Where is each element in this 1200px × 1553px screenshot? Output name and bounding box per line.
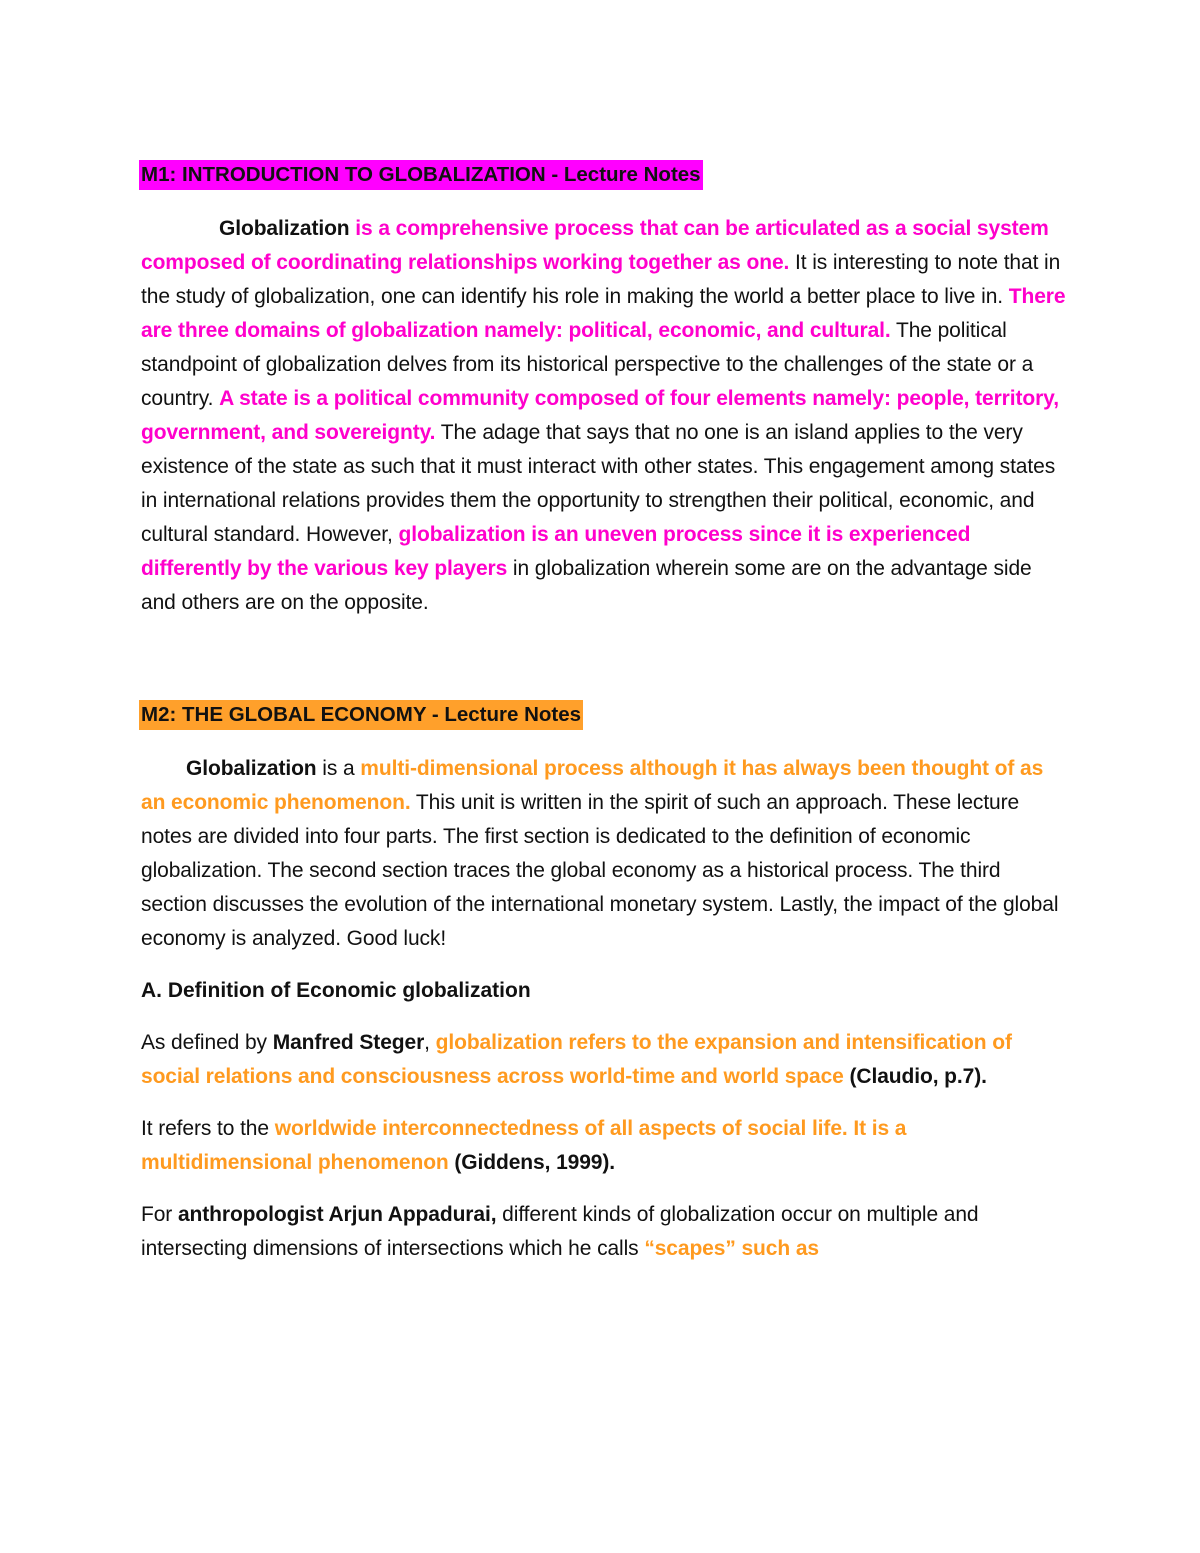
m2-text-2: This unit is written in the spirit of such an approach. These lecture notes are divided into four parts. The first section is dedicated to the definition of economic globalization. The second section traces the global economy as a historical process. The third section discusses the evolution of the international monetary system. Lastly, the impact of the global economy is analyzed. Good luck!: [141, 791, 1059, 950]
m1-highlight-definition: is a comprehensive process that can be articulated as a social system composed of coordinating relationships working together as one.: [141, 217, 1049, 274]
steger-text-2: ,: [424, 1031, 436, 1054]
paragraph-spacer: [141, 1008, 1066, 1026]
m1-highlight-state: A state is a political community composed of four elements namely: people, territory, government, and sovereignty.: [141, 387, 1059, 444]
m2-text-1: is a: [316, 757, 361, 780]
m2-intro-paragraph: [141, 752, 1066, 956]
document-page: [141, 160, 1066, 1266]
m1-paragraph: [141, 212, 1066, 620]
giddens-text-1: It refers to the: [141, 1117, 275, 1140]
paragraph-spacer: [141, 956, 1066, 974]
m2-heading: M2: THE GLOBAL ECONOMY - Lecture Notes: [139, 700, 583, 730]
m1-text-3: The adage that says that no one is an island applies to the very existence of the state as such that it must interact with other states. This engagement among states in international relations provides them the opportunity to strengthen their political, economic, and cultural standard. However,: [141, 421, 1056, 546]
steger-name: Manfred Steger: [272, 1031, 425, 1054]
appadurai-highlight: “scapes” such as: [644, 1237, 819, 1260]
giddens-paragraph: [141, 1112, 1066, 1180]
m2-highlight-multidimensional: multi-dimensional process although it has always been thought of as an economic phenomenon.: [141, 757, 1044, 814]
m1-text-1: It is interesting to note that in the study of globalization, one can identify his role in making the world a better place to live in.: [141, 251, 1061, 308]
m1-heading: M1: INTRODUCTION TO GLOBALIZATION - Lecture Notes: [139, 160, 703, 190]
steger-definition-paragraph: [141, 1026, 1066, 1094]
section-spacer: [141, 620, 1066, 700]
appadurai-name: anthropologist Arjun Appadurai,: [177, 1203, 497, 1226]
giddens-highlight: worldwide interconnectedness of all aspects of social life. It is a multidimensional phenomenon: [141, 1117, 907, 1174]
m1-highlight-domains: There are three domains of globalization namely: political, economic, and cultural.: [141, 285, 1066, 342]
steger-highlight: globalization refers to the expansion and intensification of social relations and consciousness across world-time and world space: [141, 1031, 1012, 1088]
steger-citation: (Claudio, p.7).: [843, 1065, 987, 1088]
section-a-title: A. Definition of Economic globalization: [141, 979, 531, 1002]
appadurai-text-1: For: [141, 1203, 178, 1226]
appadurai-paragraph: [141, 1198, 1066, 1266]
appadurai-text-2: different kinds of globalization occur on multiple and intersecting dimensions of intersections which he calls: [141, 1203, 979, 1260]
m1-text-4: in globalization wherein some are on the advantage side and others are on the opposite.: [141, 557, 1032, 614]
paragraph-spacer: [141, 1180, 1066, 1198]
steger-text-1: As defined by: [141, 1031, 273, 1054]
m1-highlight-uneven: globalization is an uneven process since it is experienced differently by the various key players: [141, 523, 971, 580]
m2-lead-term: Globalization: [186, 757, 317, 780]
m1-text-2: The political standpoint of globalization delves from its historical perspective to the challenges of the state or a country.: [141, 319, 1034, 410]
paragraph-spacer: [141, 1094, 1066, 1112]
giddens-citation: (Giddens, 1999).: [448, 1151, 616, 1174]
m1-lead-term: Globalization: [219, 217, 350, 240]
